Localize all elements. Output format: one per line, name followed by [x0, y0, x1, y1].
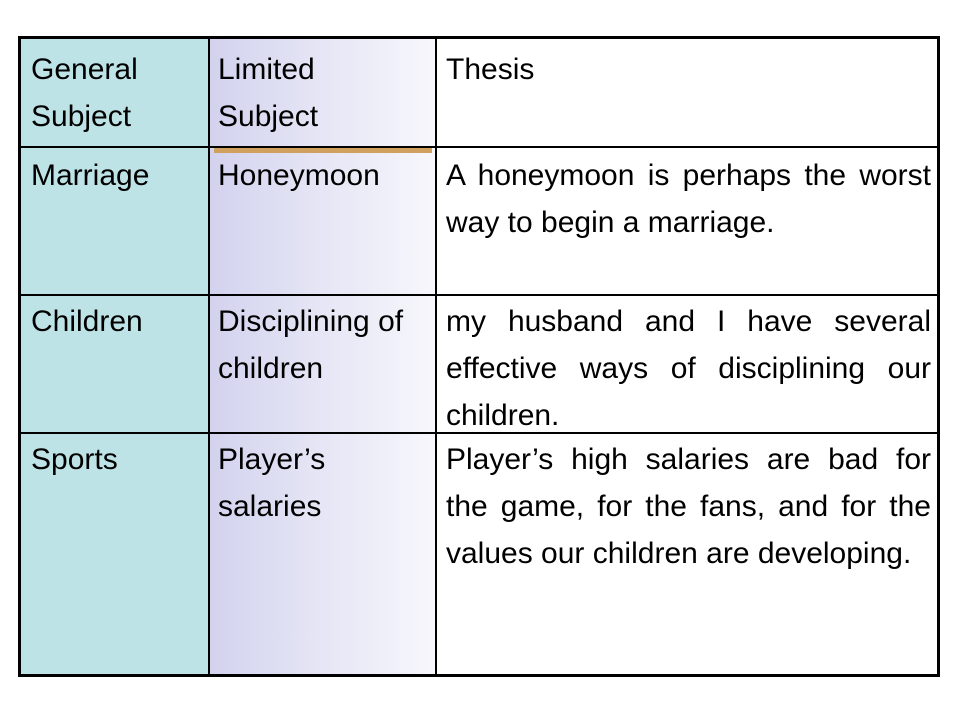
table-cell-limited: Player’s salaries [218, 443, 326, 523]
header-thesis: Thesis [446, 53, 535, 86]
table-cell-thesis: Player’s high salaries are bad for the game, for the fans, and for the values our children are developing. [446, 443, 931, 570]
table-cell-limited: Honeymoon [218, 159, 380, 192]
row-divider [21, 146, 937, 148]
header-limited-subject: Limited Subject [218, 53, 319, 133]
table-cell-general: Sports [31, 443, 118, 476]
table-cell-limited: Disciplining of children [218, 305, 404, 385]
column-divider [435, 39, 437, 674]
table-cell-thesis: A honeymoon is perhaps the worst way to begin a marriage. [446, 159, 931, 239]
table-cell-general: Marriage [31, 159, 150, 192]
table-cell-general: Children [31, 305, 143, 338]
column-divider [208, 39, 210, 674]
row-divider [21, 294, 937, 296]
header-general-subject: General Subject [31, 53, 138, 133]
subject-thesis-table [18, 36, 940, 677]
table-cell-thesis: my husband and I have several effective ways of disciplining our children. [446, 305, 931, 432]
